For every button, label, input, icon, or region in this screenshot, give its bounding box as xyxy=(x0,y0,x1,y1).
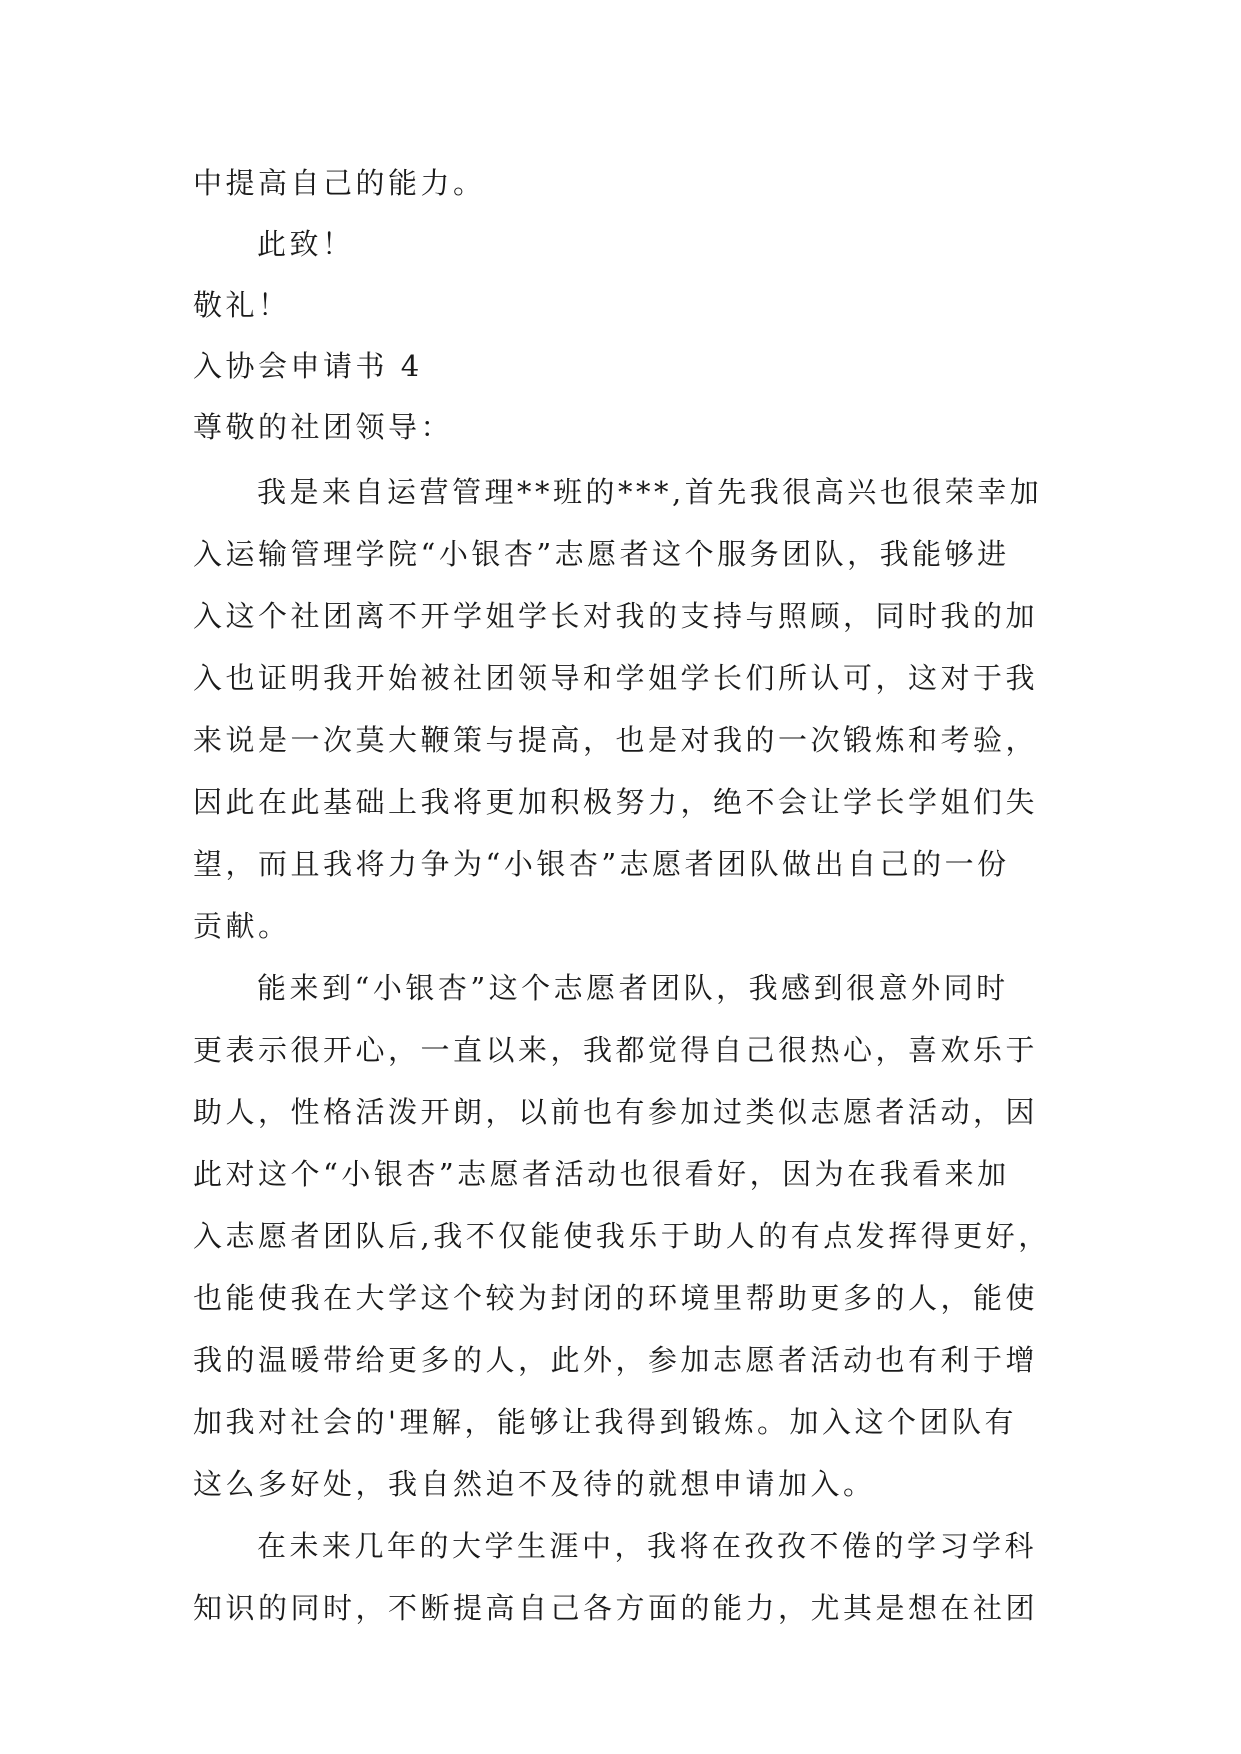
paragraph-line: 我的温暖带给更多的人，此外，参加志愿者活动也有利于增 xyxy=(193,1343,1039,1377)
paragraph-line: 能来到“小银杏”这个志愿者团队，我感到很意外同时 xyxy=(257,971,1009,1005)
paragraph-line: 更表示很开心，一直以来，我都觉得自己很热心，喜欢乐于 xyxy=(193,1033,1039,1067)
paragraph-line: 贡献。 xyxy=(193,909,291,943)
paragraph-line: 来说是一次莫大鞭策与提高，也是对我的一次锻炼和考验， xyxy=(193,723,1039,757)
letter-greeting: 尊敬的社团领导： xyxy=(193,410,454,444)
paragraph-line: 在未来几年的大学生涯中，我将在孜孜不倦的学习学科 xyxy=(257,1529,1038,1563)
paragraph-line: 因此在此基础上我将更加积极努力，绝不会让学长学姐们失 xyxy=(193,785,1039,819)
paragraph-line: 也能使我在大学这个较为封闭的环境里帮助更多的人，能使 xyxy=(193,1281,1039,1315)
paragraph-line: 助人，性格活泼开朗，以前也有参加过类似志愿者活动，因 xyxy=(193,1095,1039,1129)
paragraph-line: 入这个社团离不开学姐学长对我的支持与照顾，同时我的加 xyxy=(193,599,1039,633)
closing-regards: 敬礼！ xyxy=(193,288,291,322)
section-heading: 入协会申请书 4 xyxy=(193,349,423,383)
paragraph-line: 入也证明我开始被社团领导和学姐学长们所认可，这对于我 xyxy=(193,661,1039,695)
paragraph-line: 这么多好处，我自然迫不及待的就想申请加入。 xyxy=(193,1467,876,1501)
closing-salutation: 此致！ xyxy=(257,227,355,261)
paragraph xyxy=(193,957,1053,1515)
opening-block xyxy=(193,158,1053,453)
continued-text-line: 中提高自己的能力。 xyxy=(193,166,486,200)
paragraph-line: 此对这个“小银杏”志愿者活动也很看好，因为在我看来加 xyxy=(193,1157,1010,1191)
paragraph-line: 望，而且我将力争为“小银杏”志愿者团队做出自己的一份 xyxy=(193,847,1010,881)
paragraph-line: 加我对社会的'理解，能够让我得到锻炼。加入这个团队有 xyxy=(193,1405,1017,1439)
paragraph-line: 入运输管理学院“小银杏”志愿者这个服务团队，我能够进 xyxy=(193,537,1010,571)
paragraph-line: 我是来自运营管理**班的***,首先我很高兴也很荣幸加 xyxy=(257,475,1043,509)
paragraph-line: 知识的同时，不断提高自己各方面的能力，尤其是想在社团 xyxy=(193,1591,1039,1625)
document-body xyxy=(193,158,1053,1639)
paragraph xyxy=(193,1515,1053,1639)
paragraph-line: 入志愿者团队后,我不仅能使我乐于助人的有点发挥得更好， xyxy=(193,1219,1051,1253)
paragraph xyxy=(193,461,1053,957)
